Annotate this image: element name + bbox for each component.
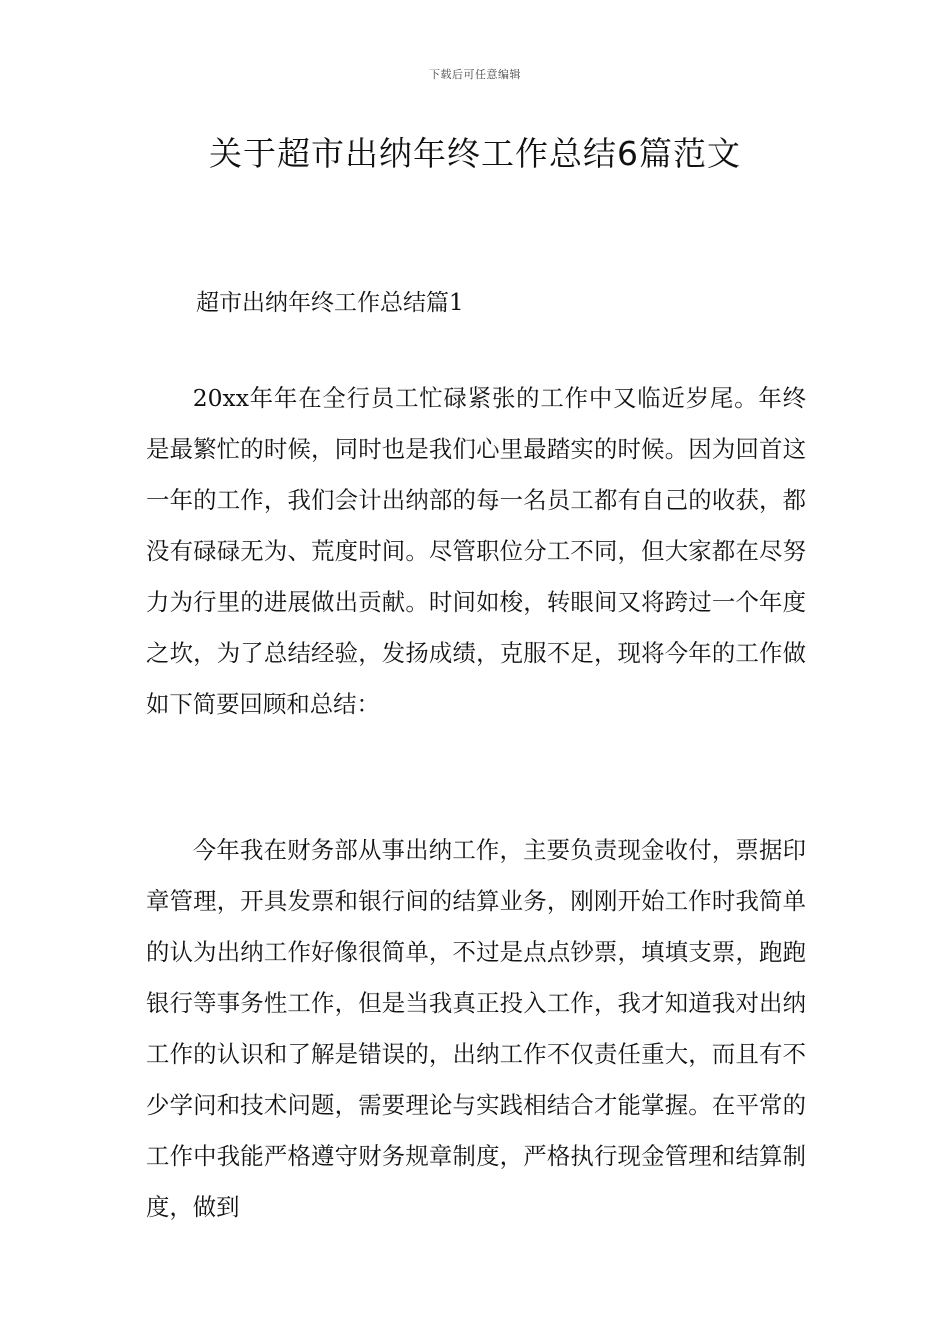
body-paragraph: 今年我在财务部从事出纳工作，主要负责现金收付，票据印章管理，开具发票和银行间的结算业务，刚刚开始工作时我简单的认为出纳工作好像很简单，不过是点点钞票，填填支票，跑跑银行等事务性工作，但是当我真正投入工作，我才知道我对出纳工作的认识和了解是错误的，出纳工作不仅责任重大，而且有不少学问和技术问题，需要理论与实践相结合才能掌握。在平常的工作中我能严格遵守财务规章制度，严格执行现金管理和结算制度，做到 — [146, 836, 806, 1221]
header-note: 下载后可任意编辑 — [429, 68, 521, 81]
body-paragraph: 20xx年年在全行员工忙碌紧张的工作中又临近岁尾。年终是最繁忙的时候，同时也是我们心里最踏实的时候。因为回首这一年的工作，我们会计出纳部的每一名员工都有自己的收获，都没有碌碌无为、荒度时间。尽管职位分工不同，但大家都在尽努力为行里的进展做出贡献。时间如梭，转眼间又将跨过一个年度之坎，为了总结经验，发扬成绩，克服不足，现将今年的工作做如下简要回顾和总结： — [146, 384, 806, 718]
section-heading: 超市出纳年终工作总结篇1 — [196, 290, 464, 316]
document-title: 关于超市出纳年终工作总结6篇范文 — [209, 134, 741, 173]
